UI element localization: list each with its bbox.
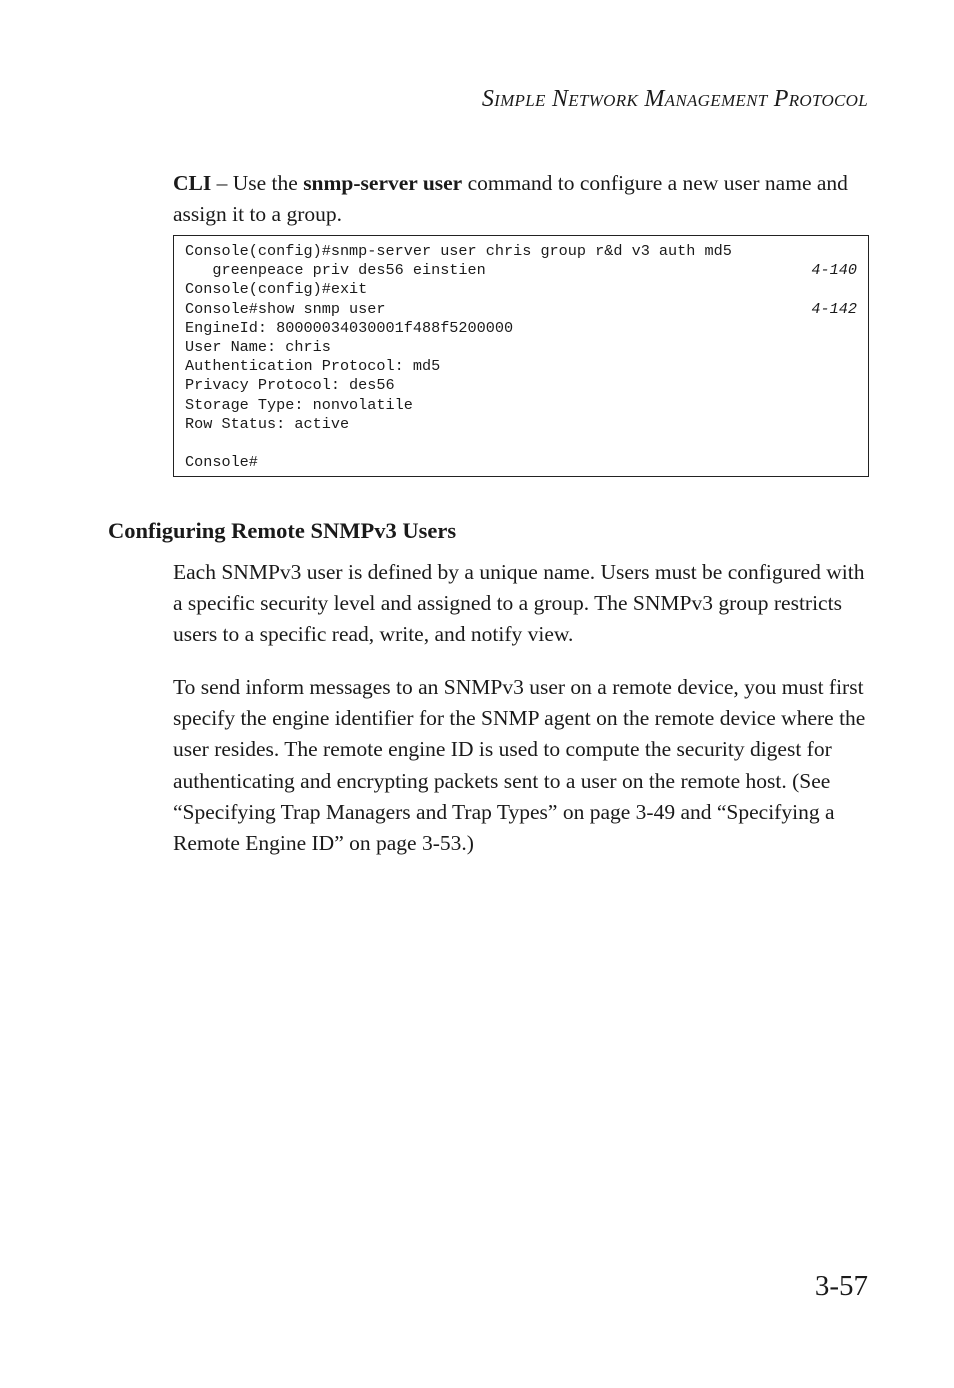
code-text: Console# <box>185 453 258 472</box>
code-line <box>185 396 857 415</box>
code-example-box <box>173 235 869 477</box>
code-text: Storage Type: nonvolatile <box>185 395 413 414</box>
code-line <box>185 453 857 472</box>
code-line <box>185 300 857 319</box>
code-line <box>185 357 857 376</box>
code-line <box>185 434 857 453</box>
body-paragraph: To send inform messages to an SNMPv3 user on a remote device, you must first specify the engine identifier for the SNMP agent on the remote device where the user resides. The remote engine ID is used to compute the security digest for authenticating and encrypting packets sent to a user on the remote host. (See “Specifying Trap Managers and Trap Types” on page 3-49 and “Specifying a Remote Engine ID” on page 3-53.) <box>173 675 866 856</box>
code-line <box>185 376 857 395</box>
intro-text-before-command: – Use the <box>211 171 304 195</box>
command-reference: 4-142 <box>811 299 857 318</box>
code-line <box>185 415 857 434</box>
code-text: Console#show snmp user <box>185 299 386 318</box>
running-header: Simple Network Management Protocol <box>481 86 868 112</box>
code-text: EngineId: 80000034030001f488f5200000 <box>185 318 514 337</box>
code-text: greenpeace priv des56 einstien <box>185 261 486 280</box>
section-heading: Configuring Remote SNMPv3 Users <box>108 518 457 543</box>
cli-label: CLI <box>173 171 212 195</box>
body-paragraph: Each SNMPv3 user is defined by a unique name. Users must be configured with a specific security level and assigned to a group. The SNMPv3 group restricts users to a specific read, write, and notify view. <box>173 560 865 647</box>
code-text: Privacy Protocol: des56 <box>185 376 395 395</box>
command-reference: 4-140 <box>811 261 857 280</box>
code-line <box>185 280 857 299</box>
cli-intro-paragraph <box>173 168 873 230</box>
code-line <box>185 261 857 280</box>
code-line <box>185 319 857 338</box>
command-name: snmp-server user <box>303 171 463 195</box>
page-number: 3-57 <box>814 1270 868 1302</box>
code-line <box>185 338 857 357</box>
code-text: Console(config)#snmp-server user chris group r&d v3 auth md5 <box>185 242 732 260</box>
code-text: Authentication Protocol: md5 <box>185 357 441 376</box>
code-text: Row Status: active <box>185 414 350 433</box>
code-line <box>185 242 857 261</box>
intro-text-after-command: command to configure a new user name and assign it to a group. <box>173 171 848 226</box>
code-text: Console(config)#exit <box>185 280 368 299</box>
code-text: User Name: chris <box>185 338 331 356</box>
